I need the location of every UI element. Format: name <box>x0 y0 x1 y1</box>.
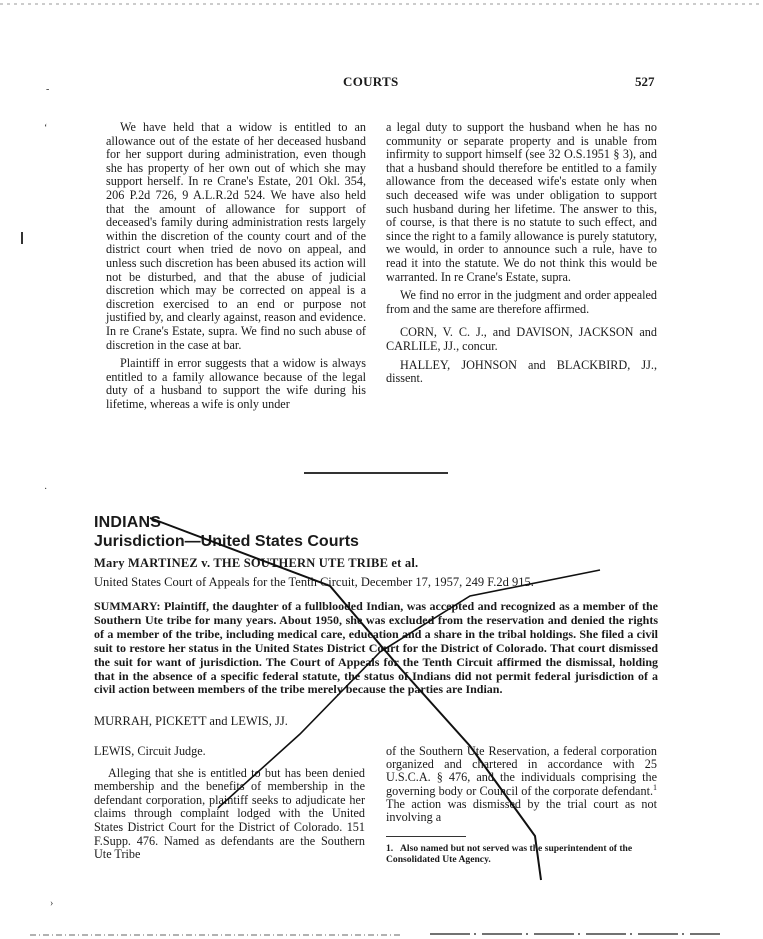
right-paragraph-2: We find no error in the judgment and order appealed from and the same are therefore affirmed. <box>386 288 657 316</box>
left-paragraph-2: Plaintiff in error suggests that a widow is always entitled to a family allowance because of the legal duty of a husband to support the wife during his lifetime, whereas a wife is only under <box>106 356 366 411</box>
opinion-paragraph-2-text: of the Southern Ute Reservation, a federal corporation organized and chartered in accordance with 25 U.S.C.A. § 476, and the individuals comprising the governing body or Council of the corporate defendant. <box>386 744 657 798</box>
opinion-author: LEWIS, Circuit Judge. <box>94 744 206 758</box>
footnote <box>386 843 660 865</box>
opinion-paragraph-2 <box>386 745 657 824</box>
opinion-paragraph-2-continued: The action was dismissed by the trial court as not involving a <box>386 796 657 825</box>
running-head <box>0 74 763 92</box>
left-column <box>106 121 366 416</box>
page-number: 527 <box>635 74 655 89</box>
margin-dot-3: · <box>44 484 48 495</box>
margin-dot-4: › <box>50 898 54 909</box>
right-paragraph-1: a legal duty to support the husband when he has no community or separate property and is unable from infirmity to support himself (see 32 O.S.1951 § 3), and that a husband should therefore be entitled to a family allowance from the deceased wife's estate only when such deceased wife was under obligation to support such husband during her lifetime. The answer to this, of course, is that there is no statute to such effect, and since the right to a family allowance is purely statutory, we would, in order to announce such a rule, have to read it into the statute. We do not think this would be warranted. In re Crane's Estate, supra. <box>386 120 657 284</box>
case-caption: Mary MARTINEZ v. THE SOUTHERN UTE TRIBE et al. <box>94 556 419 570</box>
margin-tick <box>21 232 23 244</box>
section-heading: INDIANS <box>94 514 162 531</box>
summary-text: Plaintiff, the daughter of a fullblooded Indian, was accepted and recognized as a member of the Southern Ute tribe for many years. About 1950, she was excluded from the reservation and denied the rights of a member of the tribe, including medical care, education and a share in the tribal holdings. She filed a civil suit to restore her status in the United States District Court for the District of Colorado. That court dismissed the suit for want of jurisdiction. The Court of Appeals for the Tenth Circuit affirmed the dismissal, holding that in the absence of a specific federal statute, the status of Indians did not permit federal jurisdiction of a civil action between members of the tribe merely because the parties are Indian. <box>94 599 659 697</box>
court-line: United States Court of Appeals for the Tenth Circuit, December 17, 1957, 249 F.2d 915. <box>94 575 534 589</box>
summary-label: SUMMARY: <box>94 599 161 613</box>
footnote-reference: 1 <box>653 782 657 792</box>
running-head-title: COURTS <box>343 74 399 89</box>
opinion-paragraph-1: Alleging that she is entitled to but has been denied membership and the benefits of membership in the defendant corporation, plaintiff seeks to adjudicate her claims through complaint lodged with the United States District Court for the District of Colorado. 151 F.Supp. 476. Named as defendants are the Southern Ute Tribe <box>94 765 365 862</box>
summary <box>94 600 658 697</box>
footnote-number: 1. <box>386 843 394 854</box>
opinion-right-column <box>386 745 657 824</box>
left-paragraph-1: We have held that a widow is entitled to an allowance out of the estate of her deceased husband for her support during administration, even though she has property of her own out of which she may support herself. In re Crane's Estate, 201 Okl. 354, 206 P.2d 726, 9 A.L.R.2d 524. We have also held that the amount of allowance for support of deceased's family during administration rests largely within the discretion of the county court and of the district court when tried de novo on appeal, and unless such discretion has been abused its action will not be disturbed, and that the abuse of judicial discretion which may be corrected on appeal is a discretion exercised to an end or purpose not justified by, and clearly against, reason and evidence. In re Crane's Estate, supra. We find no such abuse of discretion in the case at bar. <box>106 120 366 352</box>
footnote-text: Also named but not served was the superintendent of the Consolidated Ute Agency. <box>386 843 633 865</box>
right-column <box>386 121 657 391</box>
section-divider <box>304 472 448 474</box>
concur-line: CORN, V. C. J., and DAVISON, JACKSON and CARLILE, JJ., concur. <box>386 325 657 353</box>
panel-judges: MURRAH, PICKETT and LEWIS, JJ. <box>94 714 288 728</box>
margin-dot-2: ‘ <box>44 123 48 134</box>
footnote-divider <box>386 836 466 837</box>
dissent-line: HALLEY, JOHNSON and BLACKBIRD, JJ., dissent. <box>386 357 657 386</box>
margin-dot-1: - <box>46 84 50 95</box>
section-subheading: Jurisdiction—United States Courts <box>94 533 359 550</box>
opinion-left-column <box>94 745 365 867</box>
